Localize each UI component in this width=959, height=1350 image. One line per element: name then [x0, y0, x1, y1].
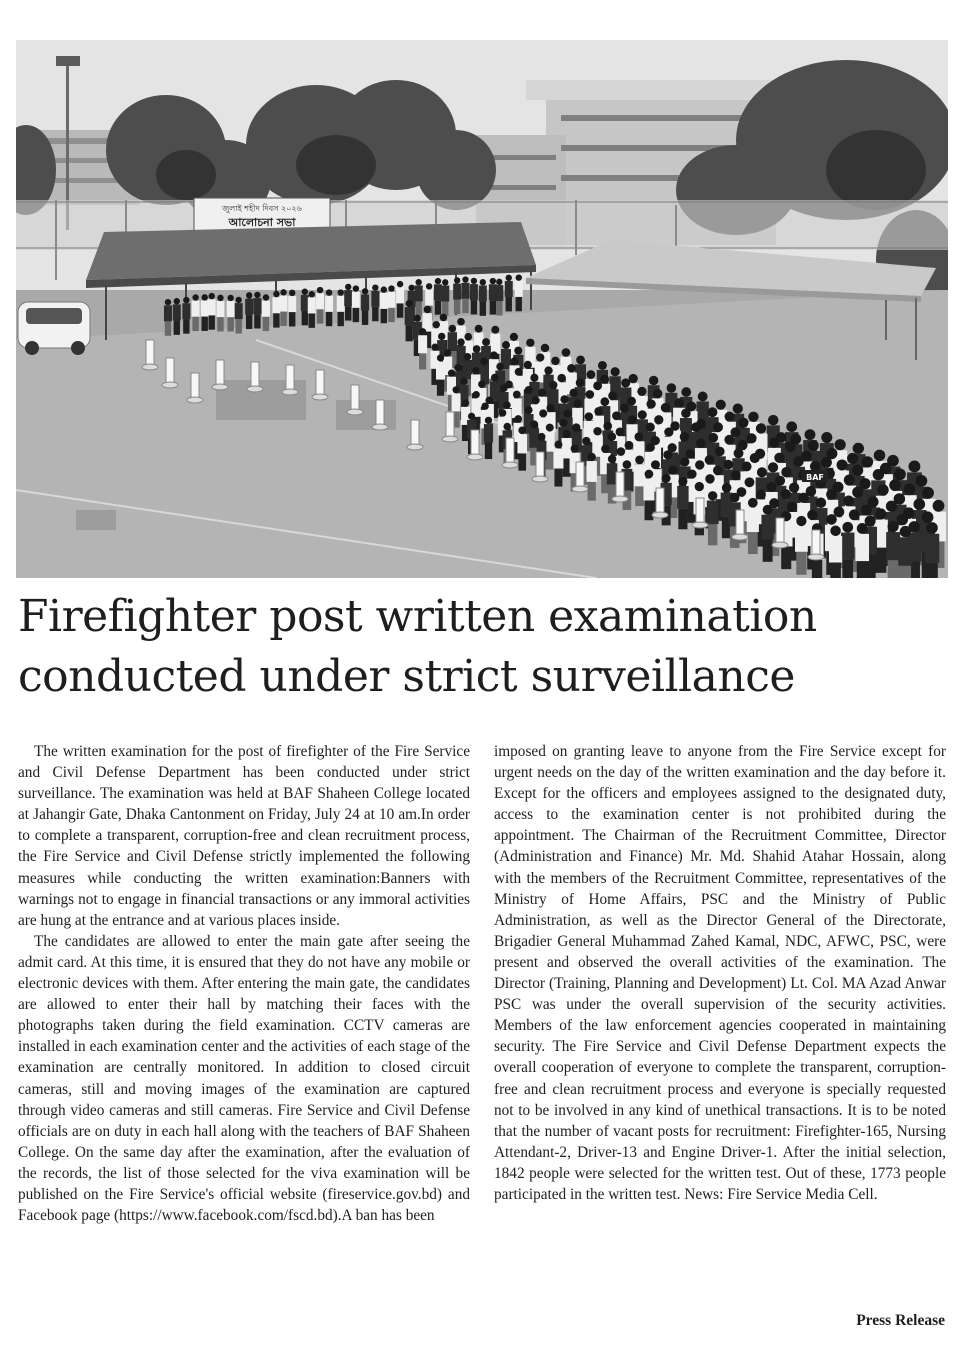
headline-line-1: Firefighter post written examination: [18, 591, 817, 642]
article-paragraph-2: The candidates are allowed to enter the main gate after seeing the admit card. At this time, it is ensured that they do not have any mobile or electronic devices with them. After entering the main gate, the candidates are allowed to enter their hall by matching their faces with the photographs taken during the field examination. CCTV cameras are installed in each examination center and the activities of each stage of the examination are centrally monitored. In addition to closed circuit cameras, still and moving images of the examination are captured through video cameras and still cameras. Fire Service and Civil Defense officials are on duty in each hall along with the teachers of BAF Shaheen College. On the same day after the examination, after the evaluation of the records, the list of those selected for the viva examination will be published on the Fire Service's official website (fireservice.gov.bd) and Facebook page (https://www.facebook.com/fscd.bd).A ban has been: [18, 932, 470, 1225]
banner-text: জুলাই শহীদ দিবস ২০২৬: [222, 204, 302, 213]
article-paragraph-2-continued: imposed on granting leave to anyone from the Fire Service except for urgent needs on the day of the written examination and the day before it. Except for the officers and employees assigned to the designated duty, access to the examination center is not prohibited during the appointment. The Chairman of the Recruitment Committee, Director (Administration and Finance) Mr. Md. Shahid Atahar Hossain, along with the members of the Recruitment Committee, representatives of the Ministry of Home Affairs, PSC and the Ministry of Public Administration, as well as the Director General of the Directorate, Brigadier General Muhammad Zahed Kamal, NDC, AFWC, PSC, were present and observed the overall activities of the examination. The Director (Training, Planning and Development) Lt. Col. MA Azad Anwar PSC was under the overall supervision of the security activities. Members of the law enforcement agencies cooperated in maintaining security. The Fire Service and Civil Defense Department expects the overall cooperation of everyone to complete the transparent, corruption-free and clean recruitment process and everyone is specially requested not to be involved in any kind of unethical transactions. It is to be noted that the number of vacant posts for recruitment: Firefighter-165, Nursing Attendant-2, Driver-13 and Engine Driver-1. After the initial selection, 1842 people were selected for the written test. Out of these, 1773 people participated in the written test. News: Fire Service Media Cell.: [494, 743, 946, 1203]
article-column-left: [18, 741, 470, 1226]
press-release-signoff: Press Release: [856, 1312, 945, 1329]
article-column-right: [494, 741, 946, 1205]
article-headline: [18, 587, 946, 707]
banner-subtext: আলোচনা সভা: [228, 216, 296, 229]
article-paragraph-1: The written examination for the post of firefighter of the Fire Service and Civil Defense Department has been conducted under strict surveillance. The examination was held at BAF Shaheen College located at Jahangir Gate, Dhaka Cantonment on Friday, July 24 at 10 am.In order to complete a transparent, corruption-free and clean recruitment process, the Fire Service and Civil Defense strictly implemented the following measures while conducting the written examination:Banners with warnings not to engage in financial transactions or any immoral activities are hung at the entrance and at various places inside.: [18, 743, 470, 929]
news-photo: [16, 40, 948, 578]
headline-line-2: conducted under strict surveillance: [18, 651, 795, 702]
stand-label: BAF: [806, 473, 824, 482]
